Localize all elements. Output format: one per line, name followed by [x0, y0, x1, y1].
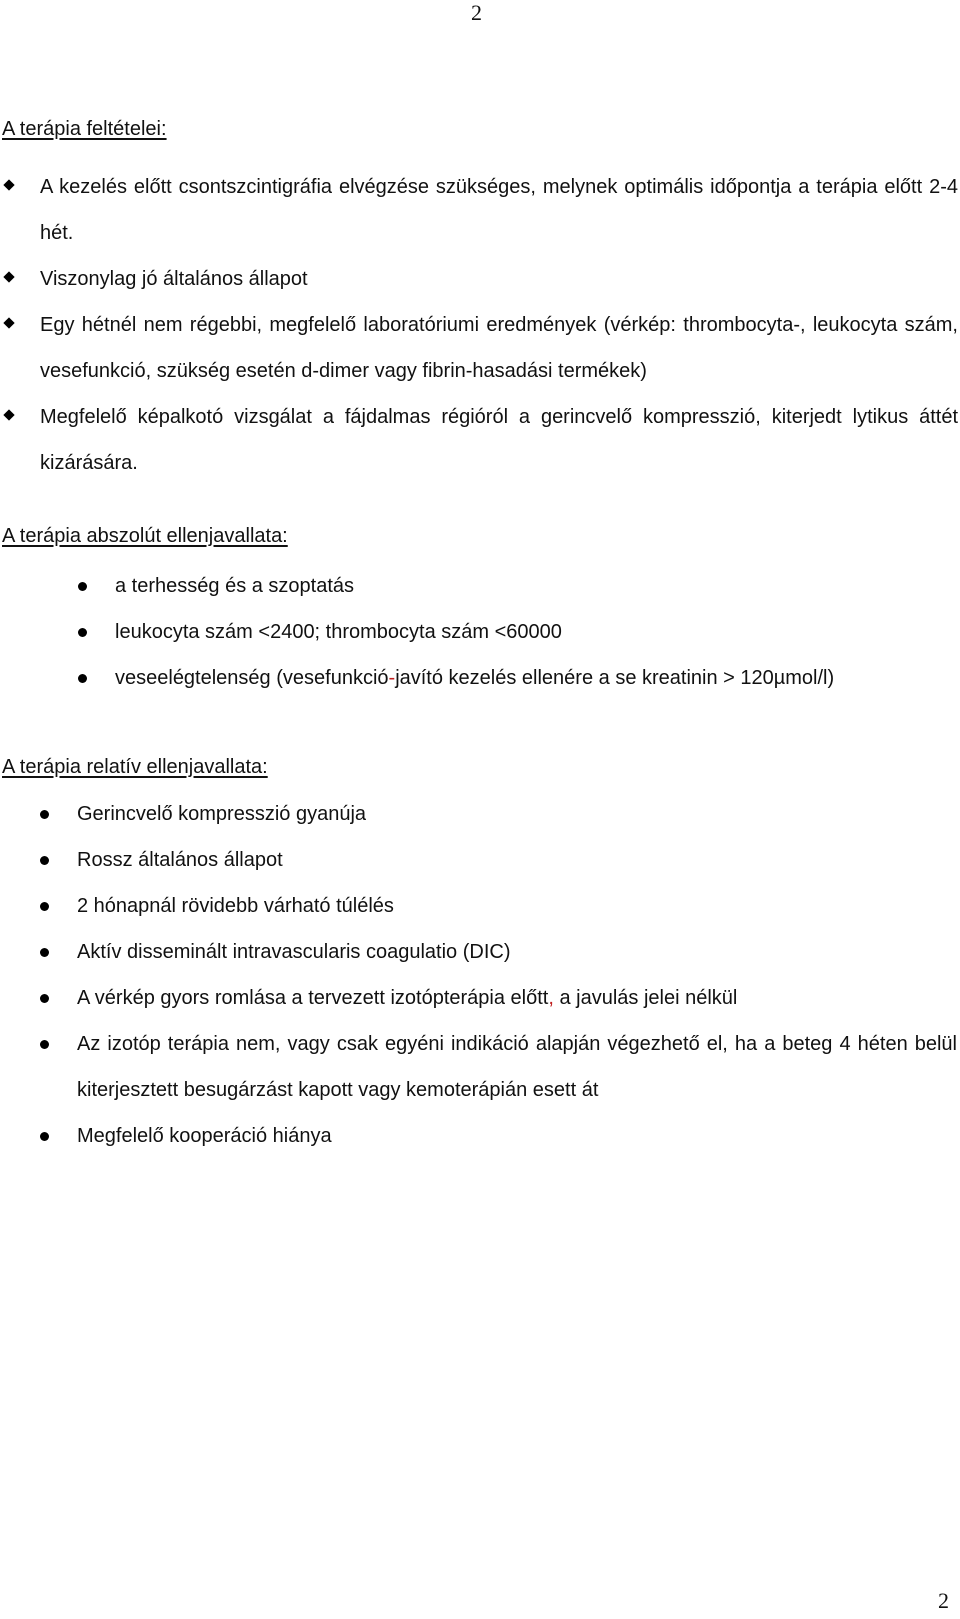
- diamond-bullet-icon: [3, 317, 14, 328]
- diamond-bullet-icon: [3, 409, 14, 420]
- red-hyphen: -: [388, 667, 396, 689]
- list-item: A vérkép gyors romlása a tervezett izotópterápia előtt, a javulás jelei nélkül: [0, 975, 957, 1021]
- bullet-icon: [40, 810, 49, 819]
- list-item: veseelégtelenség (vesefunkció-javító kezelés ellenére a se kreatinin > 120µmol/l): [0, 655, 945, 701]
- bullet-icon: [40, 1132, 49, 1141]
- page-number-top: 2: [471, 0, 482, 25]
- list-item: a terhesség és a szoptatás: [0, 563, 945, 609]
- list-item: 2 hónapnál rövidebb várható túlélés: [0, 883, 957, 929]
- bullet-icon: [40, 994, 49, 1003]
- absolute-contraindications-list: [0, 563, 960, 701]
- list-item: leukocyta szám <2400; thrombocyta szám <60000: [0, 609, 945, 655]
- list-item: Az izotóp terápia nem, vagy csak egyéni indikáció alapján végezhető el, ha a beteg 4 héten belül kiterjesztett besugárzást kapott vagy kemoterápián esett át: [0, 1021, 957, 1113]
- page-number-bottom: 2: [938, 1588, 949, 1613]
- diamond-bullet-icon: [3, 271, 14, 282]
- list-item: A kezelés előtt csontszcintigráfia elvégzése szükséges, melynek optimális időpontja a terápia előtt 2-4 hét.: [0, 164, 958, 256]
- bullet-icon: [40, 948, 49, 957]
- section-heading-conditions: A terápia feltételei:: [2, 118, 167, 140]
- relative-contraindications-list: [0, 791, 960, 1159]
- bullet-icon: [78, 628, 87, 637]
- bullet-icon: [78, 674, 87, 683]
- list-item: Viszonylag jó általános állapot: [0, 256, 958, 302]
- bullet-icon: [40, 856, 49, 865]
- conditions-list: [0, 164, 960, 486]
- list-item: Gerincvelő kompresszió gyanúja: [0, 791, 957, 837]
- diamond-bullet-icon: [3, 179, 14, 190]
- list-item: Rossz általános állapot: [0, 837, 957, 883]
- bullet-icon: [78, 582, 87, 591]
- bullet-icon: [40, 902, 49, 911]
- red-comma: ,: [548, 987, 554, 1009]
- list-item: Egy hétnél nem régebbi, megfelelő laboratóriumi eredmények (vérkép: thrombocyta-, leukocyta szám, vesefunkció, szükség esetén d-dimer vagy fibrin-hasadási termékek): [0, 302, 958, 394]
- section-heading-absolute-contraindications: A terápia abszolút ellenjavallata:: [2, 525, 288, 547]
- section-heading-relative-contraindications: A terápia relatív ellenjavallata:: [2, 756, 268, 778]
- list-item: Aktív disseminált intravascularis coagulatio (DIC): [0, 929, 957, 975]
- list-item: Megfelelő kooperáció hiánya: [0, 1113, 957, 1159]
- list-item: Megfelelő képalkotó vizsgálat a fájdalmas régióról a gerincvelő kompresszió, kiterjedt lytikus áttét kizárására.: [0, 394, 958, 486]
- bullet-icon: [40, 1040, 49, 1049]
